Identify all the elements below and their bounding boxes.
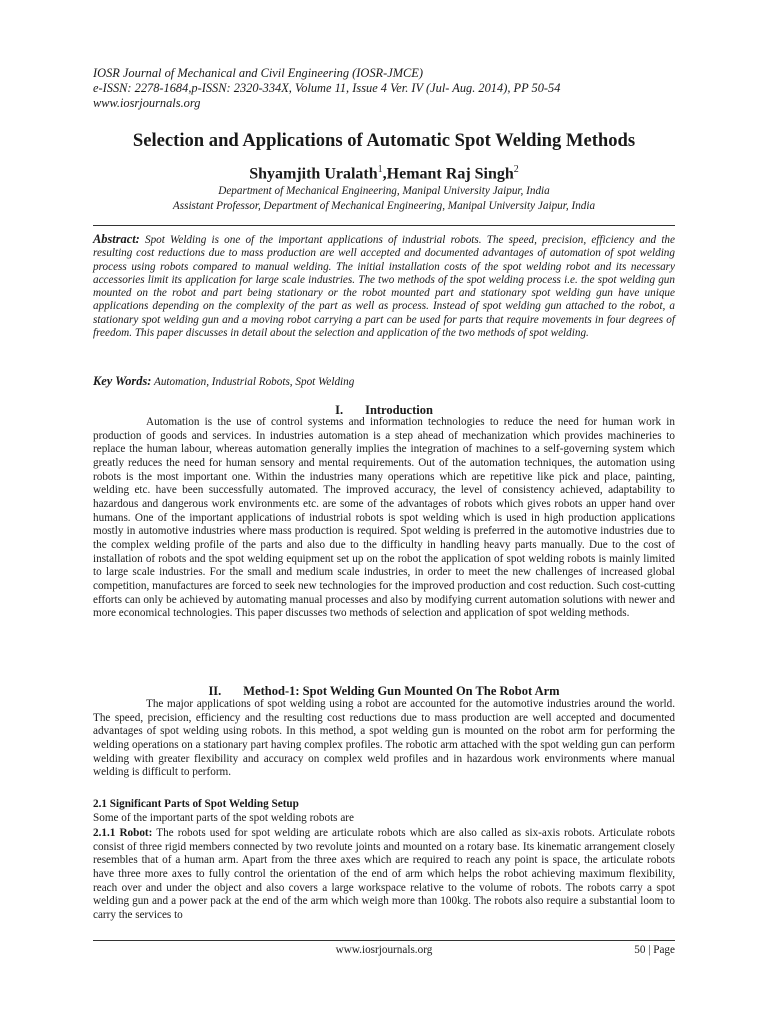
footer-url: www.iosrjournals.org xyxy=(335,944,433,956)
author-1-sup: 1 xyxy=(377,164,383,175)
author-2-sup: 2 xyxy=(513,164,519,175)
robot-label: 2.1.1 Robot: xyxy=(93,827,153,839)
paper-title: Selection and Applications of Automatic Spot Welding Methods xyxy=(132,130,636,151)
robot-text: The robots used for spot welding are articulate robots which are also called as six-axis robots. Articulate robots consist of three rigid members connected by two revolute joints and mounted on a rotary base. Its kinematic arrangement closely resembles that of a human arm. Apart from the three axes which are required to reach any point is space, the articulate robots have three more axes to fully control the orientation of the end of arm which helps the robot achieving maximum flexibility, reach over and under the object and also covers a large workspace relative to the volume of robots. The robots carry a spot welding gun and a power pack at the end of the arm which weigh more than 100kg. The robots also require a substantial loom to carry the services to xyxy=(93,827,675,921)
section-1-number: I. xyxy=(335,403,344,417)
journal-issn: e-ISSN: 2278-1684,p-ISSN: 2320-334X, Volume 11, Issue 4 Ver. IV (Jul- Aug. 2014), PP 50-54 xyxy=(93,81,561,95)
keywords-text: Automation, Industrial Robots, Spot Welding xyxy=(151,376,355,388)
subsection-2-1-1-paragraph xyxy=(93,827,675,923)
author-2: Hemant Raj Singh xyxy=(386,165,514,183)
abstract-text: Spot Welding is one of the important applications of industrial robots. The speed, precision, efficiency and the resulting cost reductions due to mass production are well accepted and documented advantages of automation of spot welding process using robots compared to manual welding. The initial installation costs of the spot welding robot and its necessary accessories limit its application for large scale industries. The two methods of the spot welding process i.e. the spot welding gun mounted on the robot and part being stationary or the robot mounted part and stationary spot welding gun have unique applications depending on the complexity of the part as well as process. Instead of spot welding gun attached to the robot, a stationary spot welding gun and a moving robot carrying a part can be used for parts that require movements in four degrees of freedom. This paper discusses in detail about the selection and application of the two methods of spot welding. xyxy=(93,234,675,340)
section-1-paragraph: Automation is the use of control systems and information technologies to reduce the need for human work in production of goods and services. In industries automation is a step ahead of mechanization which provides machineries to replace the human labour, whereas automation generally implies the integration of machines to a self-governing system which greatly reduces the need for human sensory and mental requirements. Out of the automation techniques, the automation using robots is the most important one. Within the industries many operations which are repetitive like pick and place, painting, welding etc. have been successfully automated. The improved accuracy, the level of consistency achieved, adaptability to hazardous and dangerous work environments etc. are some of the advantages of robots which gives robots an upper hand over humans. One of the important applications of industrial robots is spot welding which is used in high production applications mostly in automotive industries where mass production is required. Spot welding is preferred in the automotive industries due to the complex welding profile of the parts and also due to the difficulty in handling heavy parts manually. Due to the cost of installation of robots and the spot welding equipment set up on the robot the application of spot welding robots is mainly limited to large scale industries. For the small and medium scale industries, in order to meet the new challenges of increased global competition, manufactures are forced to seek new technologies for the improved production and cost reduction. Such cost-cutting efforts can only be achieved by automating manual processes and also by modifying current automation solutions with newer and more economical technologies. This paper discusses two methods of selection and application of spot welding methods. xyxy=(93,416,675,620)
section-2-paragraph: The major applications of spot welding using a robot are accounted for the automotive industries around the world. The speed, precision, efficiency and the resulting cost reductions due to mass production are well accepted and documented advantages of spot welding using robots. In this method, a spot welding gun is mounted on the robot arm for performing the welding operations on a stationary part having complex profiles. The robotic arm attached with the spot welding gun can perform welding with greater flexibility and accuracy on complex weld profiles and in hazardous work environments where manual welding is difficult to perform. xyxy=(93,698,675,779)
affiliation-1: Department of Mechanical Engineering, Manipal University Jaipur, India xyxy=(218,185,550,197)
footer-page-number: 50 | Page xyxy=(634,944,675,956)
keywords-line xyxy=(93,374,675,389)
subsection-2-1-heading: 2.1 Significant Parts of Spot Welding Setup xyxy=(93,798,299,810)
keywords-label: Key Words: xyxy=(93,374,152,388)
subsection-2-1-intro: Some of the important parts of the spot welding robots are xyxy=(93,812,354,824)
journal-name: IOSR Journal of Mechanical and Civil Engineering (IOSR-JMCE) xyxy=(93,66,423,80)
abstract-block xyxy=(93,233,675,340)
divider-top xyxy=(93,225,675,226)
section-2-title: Method-1: Spot Welding Gun Mounted On The Robot Arm xyxy=(243,684,560,698)
author-line xyxy=(0,164,768,183)
section-2-heading xyxy=(0,684,768,699)
journal-url: www.iosrjournals.org xyxy=(93,96,201,110)
author-1: Shyamjith Uralath xyxy=(249,165,378,183)
abstract-label: Abstract: xyxy=(93,232,140,246)
section-1-title: Introduction xyxy=(365,403,433,417)
divider-bottom xyxy=(93,940,675,941)
author-separator: , xyxy=(382,165,387,183)
affiliation-2: Assistant Professor, Department of Mechanical Engineering, Manipal University Jaipur, India xyxy=(172,200,596,212)
journal-header xyxy=(93,66,693,111)
section-2-number: II. xyxy=(208,684,222,698)
